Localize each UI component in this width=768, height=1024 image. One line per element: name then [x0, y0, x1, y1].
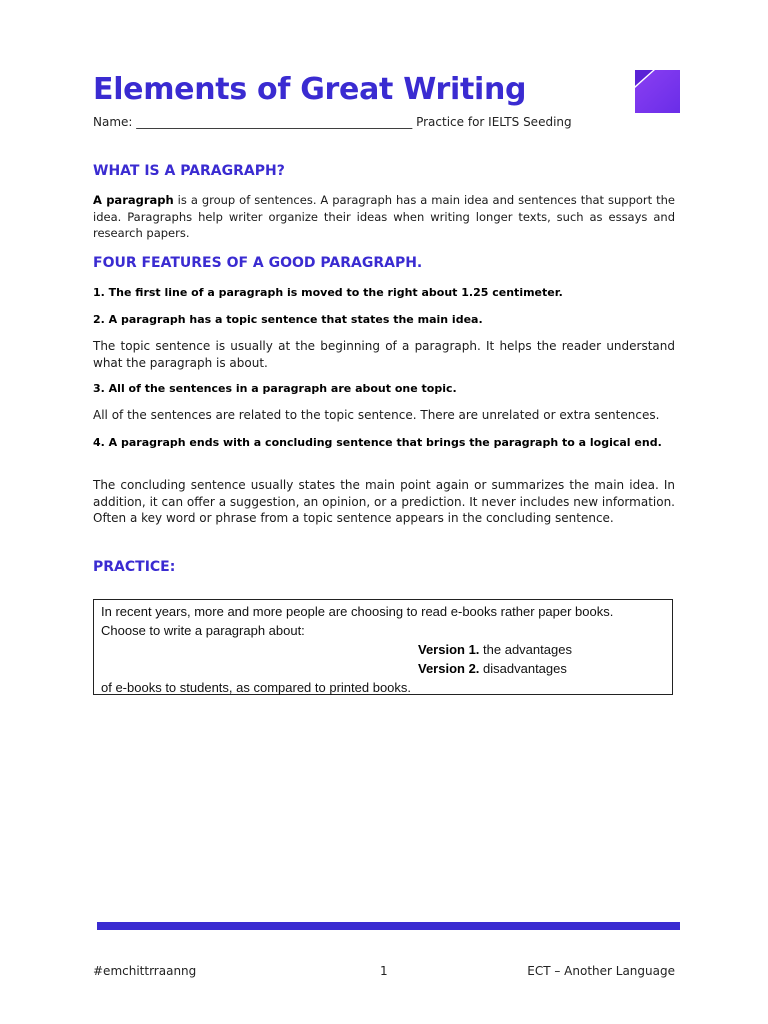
- name-label: Name: ______________________________________________: [93, 115, 413, 129]
- heading-what-is-paragraph: WHAT IS A PARAGRAPH?: [93, 163, 285, 179]
- version-2-text: disadvantages: [479, 661, 567, 676]
- definition-text: is a group of sentences. A paragraph has a main idea and sentences that support the idea. Paragraphs help writer organize their ideas when writing longer texts, such as essays and research papers.: [93, 193, 675, 240]
- practice-line-1: In recent years, more and more people are choosing to read e-books rather paper books.: [101, 604, 614, 619]
- feature-3-text: All of the sentences are related to the topic sentence. There are unrelated or extra sentences.: [93, 408, 660, 422]
- brand-logo-icon: [635, 70, 680, 113]
- practice-label: Practice for IELTS Seeding: [416, 115, 572, 129]
- feature-4-text: The concluding sentence usually states the main point again or summarizes the main idea. In addition, it can offer a suggestion, an opinion, or a prediction. It never includes new information. Often a key word or phrase from a topic sentence appears in the concluding sentence.: [93, 478, 675, 525]
- practice-box: [93, 599, 673, 695]
- practice-version-1: [418, 640, 572, 659]
- definition-term: A paragraph: [93, 193, 174, 207]
- footer-hashtag: #emchittrraanng: [93, 964, 197, 978]
- footer-divider: [97, 922, 680, 930]
- feature-4: 4. A paragraph ends with a concluding sentence that brings the paragraph to a logical end.: [93, 436, 662, 449]
- paragraph-definition: [93, 192, 675, 242]
- feature-2: 2. A paragraph has a topic sentence that states the main idea.: [93, 313, 483, 326]
- name-line: [93, 115, 623, 129]
- practice-line-2: Choose to write a paragraph about:: [101, 623, 305, 638]
- version-1-text: the advantages: [479, 642, 572, 657]
- page-number: 1: [380, 964, 388, 978]
- version-2-label: Version 2.: [418, 661, 480, 676]
- practice-version-2: [418, 659, 567, 678]
- heading-practice: PRACTICE:: [93, 559, 176, 575]
- feature-2-text: The topic sentence is usually at the beginning of a paragraph. It helps the reader understand what the paragraph is about.: [93, 339, 675, 370]
- feature-3: 3. All of the sentences in a paragraph are about one topic.: [93, 382, 457, 395]
- feature-1: 1. The first line of a paragraph is moved to the right about 1.25 centimeter.: [93, 286, 563, 299]
- document-title: Elements of Great Writing: [93, 72, 527, 107]
- version-1-label: Version 1.: [418, 642, 480, 657]
- footer-brand: ECT – Another Language: [527, 964, 675, 978]
- practice-line-5: of e-books to students, as compared to printed books.: [101, 680, 412, 695]
- heading-four-features: FOUR FEATURES OF A GOOD PARAGRAPH.: [93, 255, 423, 271]
